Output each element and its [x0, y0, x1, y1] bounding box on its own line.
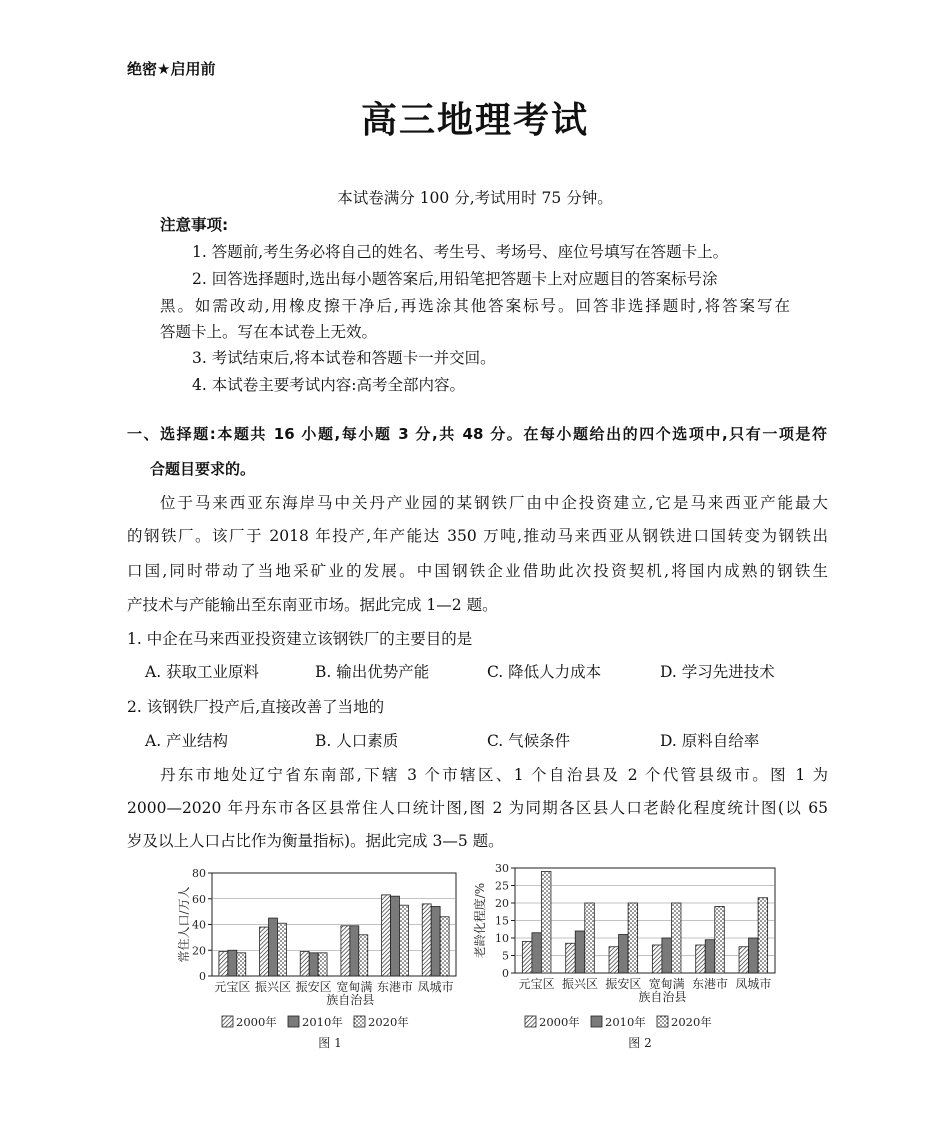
passage1-line: 位于马来西亚东海岸马中关丹产业园的某钢铁厂由中企投资建立,它是马来西亚产能最大 — [160, 494, 828, 512]
bar — [440, 917, 449, 976]
q2-option-b: B. 人口素质 — [315, 732, 399, 750]
bar — [350, 926, 359, 976]
x-tick-label: 凤城市 — [417, 980, 454, 994]
passage2-line: 岁及以上人口占比作为衡量指标)。据此完成 3—5 题。 — [127, 832, 504, 850]
legend-label: 2010年 — [302, 1015, 343, 1029]
legend-swatch — [222, 1016, 233, 1027]
passage1-line: 产技术与产能输出至东南亚市场。据此完成 1—2 题。 — [127, 596, 498, 614]
passage2-line: 丹东市地处辽宁省东南部,下辖 3 个市辖区、1 个自治县及 2 个代管县级市。图 1 为 — [160, 766, 828, 784]
bar — [382, 895, 391, 976]
bar — [566, 943, 576, 973]
bar — [260, 927, 269, 976]
bar — [269, 918, 278, 976]
y-tick-label: 5 — [502, 949, 509, 963]
x-tick-label: 东港市 — [376, 980, 414, 994]
legend-swatch — [354, 1016, 365, 1027]
q2-option-a: A. 产业结构 — [145, 732, 229, 750]
section-heading: 一、选择题:本题共 16 小题,每小题 3 分,共 48 分。在每小题给出的四个选项中,只有一项是符 — [127, 425, 827, 443]
legend-swatch — [657, 1016, 668, 1027]
figure-caption: 图 2 — [628, 1036, 652, 1050]
q1-option-b: B. 输出优势产能 — [315, 663, 430, 681]
legend-label: 2010年 — [605, 1015, 646, 1029]
notice-item-3: 3. 考试结束后,将本试卷和答题卡一并交回。 — [192, 349, 496, 367]
bar — [652, 945, 662, 973]
exam-info: 本试卷满分 100 分,考试用时 75 分钟。 — [337, 189, 613, 207]
y-tick-label: 20 — [192, 944, 206, 958]
y-tick-label: 20 — [495, 897, 509, 910]
q2-option-c: C. 气候条件 — [487, 732, 571, 750]
exam-title: 高三地理考试 — [360, 100, 589, 141]
bar — [758, 898, 768, 973]
legend-swatch — [525, 1016, 536, 1027]
notice-title: 注意事项: — [160, 216, 229, 234]
y-axis-label: 常住人口/万人 — [177, 886, 191, 963]
bar — [705, 940, 715, 973]
bar — [341, 926, 350, 976]
bar — [300, 952, 309, 976]
bar — [422, 904, 431, 976]
q1-option-d: D. 学习先进技术 — [660, 663, 775, 681]
y-tick-label: 80 — [192, 867, 206, 880]
figure-caption: 图 1 — [318, 1036, 342, 1050]
section-heading-cont: 合题目要求的。 — [150, 460, 256, 478]
bar — [359, 935, 368, 976]
bar — [399, 905, 408, 976]
x-tick-label: 族自治县 — [326, 993, 375, 1007]
bar — [619, 935, 629, 974]
bar — [532, 933, 542, 973]
bar — [309, 953, 318, 976]
bar — [696, 945, 706, 973]
bar — [277, 923, 286, 976]
y-axis-label: 老龄化程度/% — [473, 882, 487, 959]
q2-option-d: D. 原料自给率 — [660, 732, 760, 750]
legend-label: 2020年 — [368, 1015, 409, 1029]
x-tick-label: 东港市 — [691, 977, 729, 991]
aging-chart — [472, 862, 775, 1050]
bar — [585, 903, 595, 973]
x-tick-label: 宽甸满 — [648, 977, 685, 991]
bar — [318, 953, 327, 976]
x-tick-label: 振兴区 — [561, 977, 599, 991]
confidential-label: 绝密★启用前 — [127, 60, 216, 78]
bar — [609, 947, 619, 973]
bar — [662, 938, 672, 973]
y-tick-label: 10 — [495, 932, 509, 945]
q1-option-a: A. 获取工业原料 — [145, 663, 260, 681]
x-tick-label: 振安区 — [605, 977, 642, 991]
y-tick-label: 0 — [199, 970, 206, 983]
bar — [522, 942, 532, 974]
bar — [391, 896, 400, 976]
x-tick-label: 元宝区 — [214, 980, 251, 994]
y-tick-label: 60 — [192, 892, 206, 906]
q1-option-c: C. 降低人力成本 — [487, 663, 602, 681]
q2-stem: 2. 该钢铁厂投产后,直接改善了当地的 — [127, 698, 385, 716]
x-tick-label: 凤城市 — [735, 977, 772, 991]
x-tick-label: 元宝区 — [518, 977, 555, 991]
bar — [739, 947, 749, 973]
passage2-line: 2000—2020 年丹东市各区县常住人口统计图,图 2 为同期各区县人口老龄化程度统计图(以 65 — [127, 799, 828, 817]
bar — [749, 938, 759, 973]
notice-item-4: 4. 本试卷主要考试内容:高考全部内容。 — [192, 376, 465, 394]
notice-item-1: 1. 答题前,考生务必将自己的姓名、考生号、考场号、座位号填写在答题卡上。 — [192, 243, 729, 261]
passage1-line: 口国,同时带动了当地采矿业的发展。中国钢铁企业借助此次投资契机,将国内成熟的钢铁生 — [127, 562, 828, 580]
bar — [431, 906, 440, 976]
notice-item-2-end: 答题卡上。写在本试卷上无效。 — [160, 323, 378, 341]
bar — [671, 903, 681, 973]
y-tick-label: 40 — [192, 918, 206, 932]
bar — [541, 872, 551, 974]
population-chart — [176, 867, 456, 1050]
bar — [228, 950, 237, 976]
x-tick-label: 振兴区 — [254, 980, 292, 994]
y-tick-label: 0 — [502, 967, 509, 980]
legend-label: 2020年 — [671, 1015, 712, 1029]
x-tick-label: 振安区 — [295, 980, 332, 994]
x-tick-label: 宽甸满 — [336, 980, 373, 994]
bar — [575, 931, 585, 973]
legend-swatch — [288, 1016, 299, 1027]
y-tick-label: 15 — [495, 914, 509, 928]
legend-label: 2000年 — [539, 1015, 580, 1029]
bar — [628, 903, 638, 973]
passage1-line: 的钢铁厂。该厂于 2018 年投产,年产能达 350 万吨,推动马来西亚从钢铁进口国转变为钢铁出 — [127, 527, 828, 545]
q1-stem: 1. 中企在马来西亚投资建立该钢铁厂的主要目的是 — [127, 630, 473, 648]
x-tick-label: 族自治县 — [638, 990, 687, 1004]
bar — [237, 953, 246, 976]
y-tick-label: 30 — [495, 862, 509, 875]
legend-label: 2000年 — [236, 1015, 277, 1029]
y-tick-label: 25 — [495, 879, 509, 893]
legend-swatch — [591, 1016, 602, 1027]
bar — [219, 952, 228, 976]
bar — [715, 907, 725, 974]
notice-item-2: 2. 回答选择题时,选出每小题答案后,用铅笔把答题卡上对应题目的答案标号涂 — [192, 270, 718, 288]
notice-item-2-cont: 黑。如需改动,用橡皮擦干净后,再选涂其他答案标号。回答非选择题时,将答案写在 — [160, 297, 790, 315]
